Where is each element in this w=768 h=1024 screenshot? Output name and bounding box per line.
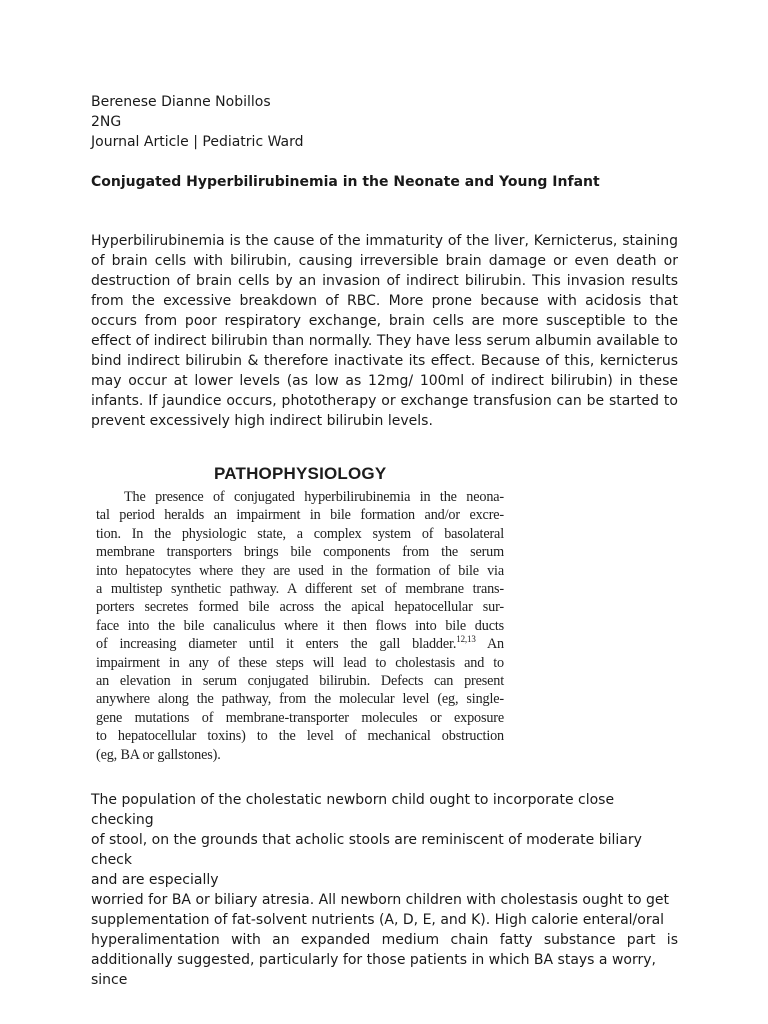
excerpt-line: porters secretes formed bile across the apical hepatocellular sur- (96, 599, 504, 616)
excerpt-line: to hepatocellular toxins) to the level of mechanical obstruction (96, 728, 504, 745)
excerpt-line-text: An (475, 636, 504, 653)
paragraph-line: additionally suggested, particularly for those patients in which BA stays a worry, since (91, 952, 656, 988)
author-name: Berenese Dianne Nobillos (91, 94, 271, 110)
closing-paragraph (91, 790, 678, 990)
article-category: Journal Article | Pediatric Ward (91, 134, 304, 150)
excerpt-line: tion. In the physiologic state, a complex system of basolateral (96, 525, 504, 542)
excerpt-line: membrane transporters brings bile components from the serum (96, 544, 504, 561)
paragraph-line: and are especially (91, 872, 219, 888)
excerpt-line: face into the bile canaliculus where it then flows into bile ducts (96, 617, 504, 634)
excerpt-line: anywhere along the pathway, from the molecular level (eg, single- (96, 691, 504, 708)
excerpt-line: The presence of conjugated hyperbilirubinemia in the neona- (124, 489, 504, 505)
excerpt-line: impairment in any of these steps will lead to cholestasis and to (96, 654, 504, 671)
excerpt-line: gene mutations of membrane-transporter molecules or exposure (96, 709, 504, 726)
paragraph-line: hyperalimentation with an expanded medium chain fatty substance part is (91, 932, 678, 948)
excerpt-line-citation (96, 635, 504, 653)
excerpt-line: an elevation in serum conjugated bilirubin. Defects can present (96, 673, 504, 690)
excerpt-heading: PATHOPHYSIOLOGY (214, 464, 387, 483)
citation-superscript: 12,13 (456, 634, 476, 645)
excerpt-line: (eg, BA or gallstones). (96, 746, 221, 763)
section-code: 2NG (91, 114, 122, 130)
excerpt-line: into hepatocytes where they are used in the formation of bile via (96, 562, 504, 579)
excerpt-line: tal period heralds an impairment in bile formation and/or excre- (96, 507, 504, 524)
excerpt-line-text: of increasing diameter until it enters the gall bladder. (96, 636, 457, 653)
excerpt-line: a multistep synthetic pathway. A different set of membrane trans- (96, 581, 504, 598)
document-title: Conjugated Hyperbilirubinemia in the Neonate and Young Infant (91, 174, 600, 190)
document-header (91, 92, 304, 152)
paragraph-line: supplementation of fat-solvent nutrients (A, D, E, and K). High calorie enteral/oral (91, 912, 665, 928)
excerpt-body (96, 488, 504, 764)
paragraph-line: The population of the cholestatic newborn child ought to incorporate close checking (91, 792, 615, 828)
scanned-excerpt (91, 458, 511, 768)
paragraph-line: worried for BA or biliary atresia. All newborn children with cholestasis ought to get (91, 892, 670, 908)
intro-paragraph: Hyperbilirubinemia is the cause of the immaturity of the liver, Kernicterus, staining of brain cells with bilirubin, causing irreversible brain damage or even death or destruction of brain cells by an invasion of indirect bilirubin. This invasion results from the excessive breakdown of RBC. More prone because with acidosis that occurs from poor respiratory exchange, brain cells are more susceptible to the effect of indirect bilirubin than normally. They have less serum albumin available to bind indirect bilirubin & therefore inactivate its effect. Because of this, kernicterus may occur at lower levels (as low as 12mg/ 100ml of indirect bilirubin) in these infants. If jaundice occurs, phototherapy or exchange transfusion can be started to prevent excessively high indirect bilirubin levels. (91, 233, 678, 429)
paragraph-line: of stool, on the grounds that acholic stools are reminiscent of moderate biliary check (91, 832, 642, 868)
